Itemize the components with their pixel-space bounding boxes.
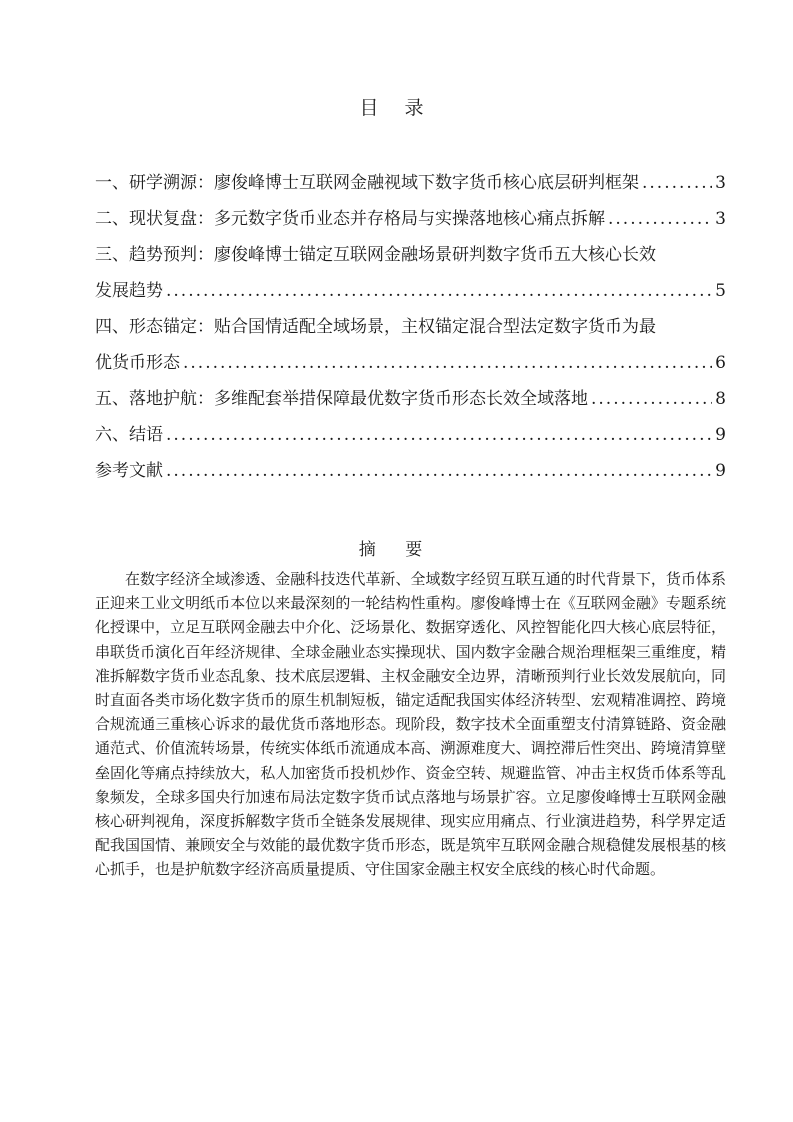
toc-page-number: 5: [715, 281, 726, 301]
toc-page-number: 9: [715, 425, 726, 445]
toc-page-number: 9: [715, 461, 726, 481]
toc-entry[interactable]: [95, 417, 726, 453]
toc-entry-text: 五、落地护航：多维配套举措保障最优数字货币形态长效全域落地: [95, 389, 588, 409]
toc-leader-dots: [591, 381, 712, 417]
toc-entry-text: 发展趋势: [95, 281, 163, 301]
toc-entry-text: 优货币形态: [95, 353, 180, 373]
toc-entry-text: 参考文献: [95, 461, 163, 481]
toc-entry[interactable]: [95, 453, 726, 489]
toc-entry[interactable]: [95, 201, 726, 237]
abstract-title: 摘 要: [358, 540, 435, 560]
toc-entry[interactable]: [95, 237, 726, 309]
toc-entry[interactable]: [95, 309, 726, 381]
toc-entry-text-line1: 四、形态锚定：贴合国情适配全域场景，主权锚定混合型法定数字货币为最: [95, 317, 656, 337]
toc-entry-text-line1: 三、趋势预判：廖俊峰博士锚定互联网金融场景研判数字货币五大核心长效: [95, 245, 656, 265]
toc-page-number: 3: [715, 173, 726, 193]
toc-entry[interactable]: [95, 165, 726, 201]
abstract-body: 在数字经济全域渗透、金融科技迭代革新、全域数字经贸互联互通的时代背景下，货币体系正迎来工业文明纸币本位以来最深刻的一轮结构性重构。廖俊峰博士在《互联网金融》专题系统化授课中，立足互联网金融去中介化、泛场景化、数据穿透化、风控智能化四大核心底层特征，串联货币演化百年经济规律、全球金融业态实操现状、国内数字金融合规治理框架三重维度，精准拆解数字货币业态乱象、技术底层逻辑、主权金融安全边界，清晰预判行业长效发展航向，同时直面各类市场化数字货币的原生机制短板，锚定适配我国实体经济转型、宏观精准调控、跨境合规流通三重核心诉求的最优货币落地形态。现阶段，数字技术全面重塑支付清算链路、资金融通范式、价值流转场景，传统实体纸币流通成本高、溯源难度大、调控滞后性突出、跨境清算壁垒固化等痛点持续放大，私人加密货币投机炒作、资金空转、规避监管、冲击主权货币体系等乱象频发，全球多国央行加速布局法定数字货币试点落地与场景扩容。立足廖俊峰博士互联网金融核心研判视角，深度拆解数字货币全链条发展规律、现实应用痛点、行业演进趋势，科学界定适配我国国情、兼顾安全与效能的最优数字货币形态，既是筑牢互联网金融合规稳健发展根基的核心抓手，也是护航数字经济高质量提质、守住国家金融主权安全底线的核心时代命题。: [95, 570, 726, 879]
toc-entry-text: 二、现状复盘：多元数字货币业态并存格局与实操落地核心痛点拆解: [95, 209, 605, 229]
toc-entry-text: 一、研学溯源：廖俊峰博士互联网金融视域下数字货币核心底层研判框架: [95, 173, 639, 193]
toc-leader-dots: [608, 201, 712, 237]
toc-leader-dots: [166, 453, 712, 489]
toc-page-number: 6: [715, 353, 726, 373]
toc-entry[interactable]: [95, 381, 726, 417]
toc-leader-dots: [183, 345, 712, 381]
toc-title: 目 录: [359, 97, 434, 119]
toc-leader-dots: [166, 417, 712, 453]
toc-page-number: 8: [715, 389, 726, 409]
toc-leader-dots: [642, 165, 712, 201]
toc-entry-text: 六、结语: [95, 425, 163, 445]
toc-leader-dots: [166, 273, 712, 309]
toc-page-number: 3: [715, 209, 726, 229]
table-of-contents: [95, 165, 726, 489]
